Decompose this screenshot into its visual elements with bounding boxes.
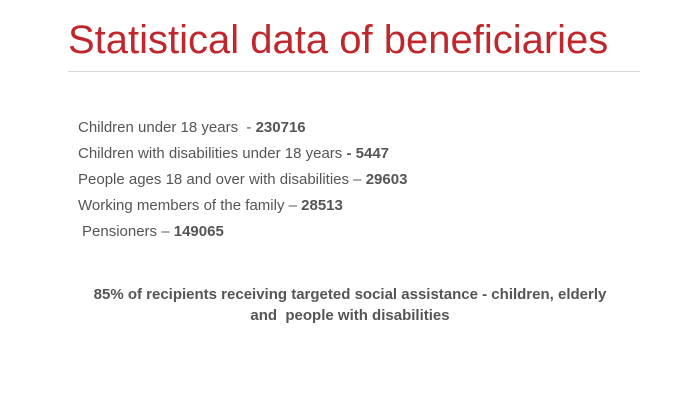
stat-separator: - <box>342 145 356 162</box>
stat-item-adults-with-disabilities <box>78 167 407 193</box>
stat-value: 28513 <box>301 197 343 214</box>
stat-item-children-under-18 <box>78 115 407 141</box>
stat-value: 230716 <box>255 119 306 136</box>
stat-label: Working members of the family <box>78 197 285 214</box>
stat-value: 29603 <box>365 171 408 188</box>
stat-separator: – <box>349 171 366 188</box>
beneficiary-stats-list <box>78 115 407 245</box>
stat-value: 149065 <box>173 223 224 240</box>
summary-line-2: and people with disabilities <box>250 307 450 324</box>
summary-statement <box>40 284 660 326</box>
slide-title: Statistical data of beneficiaries <box>68 18 609 62</box>
stat-separator: – <box>284 197 302 214</box>
stat-label: Children with disabilities under 18 years <box>78 145 343 162</box>
stat-value: 5447 <box>355 145 390 162</box>
stat-label: People ages 18 and over with disabilities <box>78 171 350 188</box>
summary-line-1: 85% of recipients receiving targeted social assistance - children, elderly <box>93 286 607 303</box>
stat-separator: - <box>238 119 256 136</box>
stat-item-children-with-disabilities <box>78 141 407 167</box>
stat-separator: – <box>157 223 174 240</box>
stat-label: Children under 18 years <box>78 119 239 136</box>
stat-label: Pensioners <box>82 223 158 240</box>
stat-item-working-family-members <box>78 193 407 219</box>
stat-item-pensioners <box>78 219 407 245</box>
title-divider <box>68 71 640 72</box>
